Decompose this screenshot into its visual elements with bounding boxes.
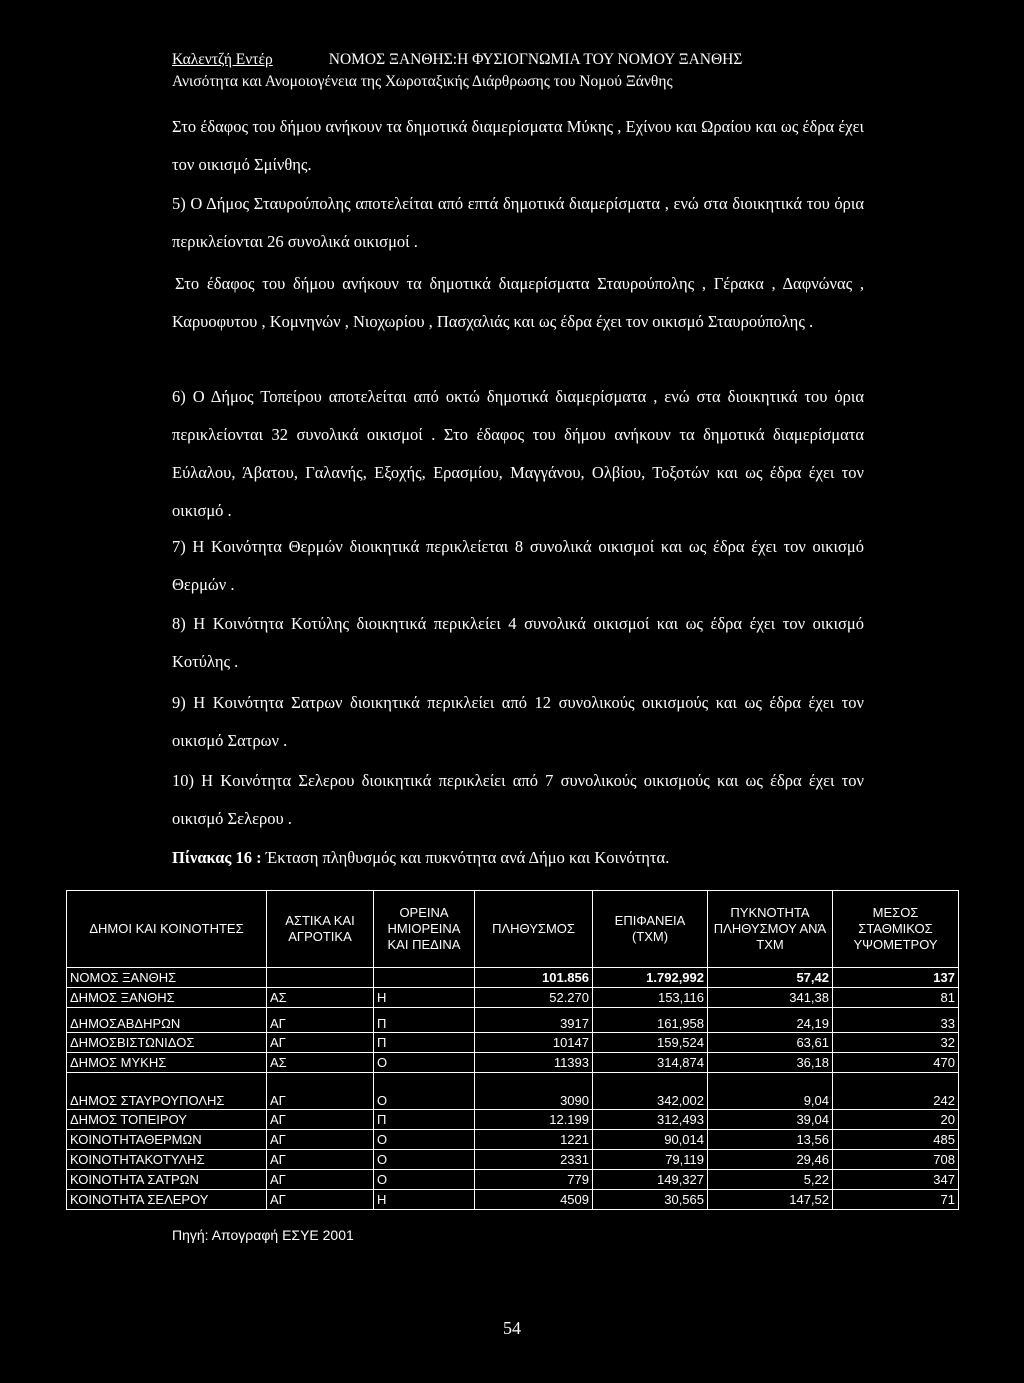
- table-cell: 36,18: [708, 1053, 833, 1073]
- table-cell: ΑΓ: [267, 1170, 374, 1190]
- table-cell: 11393: [475, 1053, 593, 1073]
- table-cell: 708: [833, 1150, 959, 1170]
- table-row: [67, 1053, 959, 1073]
- table-cell: 10147: [475, 1033, 593, 1053]
- table-cell: 341,38: [708, 988, 833, 1008]
- table-cell: Η: [374, 1190, 475, 1210]
- table-cell: 779: [475, 1170, 593, 1190]
- table-cell: 485: [833, 1130, 959, 1150]
- header-cell: ΠΥΚΝΟΤΗΤΑ ΠΛΗΘΥΣΜΟΥ ΑΝΆ ΤΧΜ: [708, 891, 833, 968]
- table-cell: 20: [833, 1110, 959, 1130]
- header-author: Καλεντζή Εντέρ: [172, 51, 273, 68]
- table-cell: Π: [374, 1033, 475, 1053]
- table-cell: 33: [833, 1008, 959, 1033]
- table-cell: ΔΗΜΟΣΒΙΣΤΩΝΙΔΟΣ: [67, 1033, 267, 1053]
- table-cell: Ο: [374, 1073, 475, 1110]
- table-cell: ΔΗΜΟΣ ΤΟΠΕΙΡΟΥ: [67, 1110, 267, 1130]
- table-cell: 159,524: [593, 1033, 708, 1053]
- table-cell: 137: [833, 968, 959, 988]
- table-cell: 12.199: [475, 1110, 593, 1130]
- table-cell: 242: [833, 1073, 959, 1110]
- table-cell: ΑΣ: [267, 988, 374, 1008]
- table-row: [67, 968, 959, 988]
- table-cell: 347: [833, 1170, 959, 1190]
- table-row: [67, 988, 959, 1008]
- table-cell: Ο: [374, 1053, 475, 1073]
- running-header: [172, 51, 742, 69]
- table-row: [67, 1110, 959, 1130]
- table-header-row: [67, 891, 959, 968]
- page-number: 54: [503, 1318, 521, 1338]
- header-cell: ΟΡΕΙΝΑ ΗΜΙΟΡΕΙΝΑ ΚΑΙ ΠΕΔΙΝΑ: [374, 891, 475, 968]
- table-caption: [172, 848, 669, 868]
- table-row: [67, 1033, 959, 1053]
- header-cell: ΜΕΣΟΣ ΣΤΑΘΜΙΚΟΣ ΥΨΟΜΕΤΡΟΥ: [833, 891, 959, 968]
- caption-label: Πίνακας 16 :: [172, 848, 262, 867]
- header-cell: ΑΣΤΙΚΑ ΚΑΙ ΑΓΡΟΤΙΚΑ: [267, 891, 374, 968]
- paragraph-satres: 9) Η Κοινότητα Σατρων διοικητικά περικλείει από 12 συνολικούς οικισμούς και ως έδρα έχει τον οικισμό Σατρων .: [172, 693, 864, 750]
- table-cell: ΑΣ: [267, 1053, 374, 1073]
- table-cell: 470: [833, 1053, 959, 1073]
- table-row: [67, 1150, 959, 1170]
- table-cell: 39,04: [708, 1110, 833, 1130]
- table-cell: ΝΟΜΟΣ ΞΑΝΘΗΣ: [67, 968, 267, 988]
- table-cell: 149,327: [593, 1170, 708, 1190]
- table-cell: 9,04: [708, 1073, 833, 1110]
- table-cell: 3917: [475, 1008, 593, 1033]
- table-cell: 4509: [475, 1190, 593, 1210]
- table-cell: 314,874: [593, 1053, 708, 1073]
- table-cell: ΑΓ: [267, 1190, 374, 1210]
- table-row: [67, 1170, 959, 1190]
- caption-text: Έκταση πληθυσμός και πυκνότητα ανά Δήμο και Κοινότητα.: [265, 848, 670, 867]
- table-cell: 3090: [475, 1073, 593, 1110]
- table-cell: 1.792,992: [593, 968, 708, 988]
- table-cell: 29,46: [708, 1150, 833, 1170]
- table-cell: ΚΟΙΝΟΤΗΤΑΘΕΡΜΩΝ: [67, 1130, 267, 1150]
- table-cell: 57,42: [708, 968, 833, 988]
- table-cell: 90,014: [593, 1130, 708, 1150]
- population-table: [66, 890, 959, 1210]
- table-cell: ΑΓ: [267, 1073, 374, 1110]
- table-cell: Ο: [374, 1130, 475, 1150]
- table-cell: ΑΓ: [267, 1130, 374, 1150]
- table-cell: ΑΓ: [267, 1150, 374, 1170]
- table-row: [67, 1073, 959, 1110]
- header-subtitle: Ανισότητα και Ανομοιογένεια της Χωροταξικής Διάρθρωσης του Νομού Ξάνθης: [172, 73, 673, 90]
- table-row: [67, 1190, 959, 1210]
- header-cell: ΔΗΜΟΙ ΚΑΙ ΚΟΙΝΟΤΗΤΕΣ: [67, 891, 267, 968]
- table-cell: 71: [833, 1190, 959, 1210]
- table-cell: 5,22: [708, 1170, 833, 1190]
- table-cell: Π: [374, 1008, 475, 1033]
- header-title: ΝΟΜΟΣ ΞΑΝΘΗΣ:Η ΦΥΣΙΟΓΝΩΜΙΑ ΤΟΥ ΝΟΜΟΥ ΞΑΝΘΗΣ: [328, 51, 743, 68]
- header-cell: ΕΠΙΦΑΝΕΙΑ (ΤΧΜ): [593, 891, 708, 968]
- table-cell: 161,958: [593, 1008, 708, 1033]
- table-cell: 30,565: [593, 1190, 708, 1210]
- table-cell: [374, 968, 475, 988]
- table-cell: 153,116: [593, 988, 708, 1008]
- table-cell: 63,61: [708, 1033, 833, 1053]
- paragraph-seleros: 10) Η Κοινότητα Σελερου διοικητικά περικλείει από 7 συνολικούς οικισμούς και ως έδρα έχει τον οικισμό Σελερου .: [172, 771, 864, 828]
- table-cell: ΔΗΜΟΣ ΜΥΚΗΣ: [67, 1053, 267, 1073]
- table-cell: 147,52: [708, 1190, 833, 1210]
- table-cell: 79,119: [593, 1150, 708, 1170]
- table-cell: 312,493: [593, 1110, 708, 1130]
- table-cell: ΑΓ: [267, 1110, 374, 1130]
- table-cell: 101.856: [475, 968, 593, 988]
- table-cell: ΚΟΙΝΟΤΗΤΑ ΣΕΛΕΡΟΥ: [67, 1190, 267, 1210]
- table-row: [67, 1008, 959, 1033]
- table-cell: ΔΗΜΟΣΑΒΔΗΡΩΝ: [67, 1008, 267, 1033]
- header-cell: ΠΛΗΘΥΣΜΟΣ: [475, 891, 593, 968]
- table-row: [67, 1130, 959, 1150]
- table-cell: ΚΟΙΝΟΤΗΤΑΚΟΤΥΛΗΣ: [67, 1150, 267, 1170]
- table-cell: 1221: [475, 1130, 593, 1150]
- paragraph-mykis: Στο έδαφος του δήμου ανήκουν τα δημοτικά διαμερίσματα Μύκης , Εχίνου και Ωραίου και ως έδρα έχει τον οικισμό Σμίνθης.: [172, 117, 864, 174]
- table-cell: ΔΗΜΟΣ ΞΑΝΘΗΣ: [67, 988, 267, 1008]
- table-cell: Ο: [374, 1170, 475, 1190]
- table-cell: 342,002: [593, 1073, 708, 1110]
- table-cell: 52.270: [475, 988, 593, 1008]
- table-source: Πηγή: Απογραφή ΕΣΥΕ 2001: [172, 1227, 354, 1243]
- table-cell: 13,56: [708, 1130, 833, 1150]
- paragraph-stavroupoli-districts: Στο έδαφος του δήμου ανήκουν τα δημοτικά διαμερίσματα Σταυρούπολης , Γέρακα , Δαφνώνας , Καρυοφυτου , Κομνηνών , Νιοχωρίου , Πασχαλιάς και ως έδρα έχει τον οικισμό Σταυρούπολης .: [172, 274, 864, 331]
- table-cell: [267, 968, 374, 988]
- table-cell: ΑΓ: [267, 1008, 374, 1033]
- table-cell: 2331: [475, 1150, 593, 1170]
- paragraph-thermes: 7) Η Κοινότητα Θερμών διοικητικά περικλείεται 8 συνολικά οικισμοί και ως έδρα έχει τον οικισμό Θερμών .: [172, 537, 864, 594]
- paragraph-kotyli: 8) Η Κοινότητα Κοτύλης διοικητικά περικλείει 4 συνολικά οικισμοί και ως έδρα έχει τον οικισμό Κοτύλης .: [172, 614, 864, 671]
- table-cell: ΔΗΜΟΣ ΣΤΑΥΡΟΥΠΟΛΗΣ: [67, 1073, 267, 1110]
- table-cell: Π: [374, 1110, 475, 1130]
- table-cell: 32: [833, 1033, 959, 1053]
- table-cell: 24,19: [708, 1008, 833, 1033]
- table-cell: 81: [833, 988, 959, 1008]
- table-cell: Η: [374, 988, 475, 1008]
- table-cell: ΚΟΙΝΟΤΗΤΑ ΣΑΤΡΩΝ: [67, 1170, 267, 1190]
- table-cell: Ο: [374, 1150, 475, 1170]
- table-cell: ΑΓ: [267, 1033, 374, 1053]
- paragraph-stavroupoli: 5) Ο Δήμος Σταυρούπολης αποτελείται από επτά δημοτικά διαμερίσματα , ενώ στα διοικητικά του όρια περικλείονται 26 συνολικά οικισμοί .: [172, 194, 864, 251]
- paragraph-topeiros: 6) Ο Δήμος Τοπείρου αποτελείται από οκτώ δημοτικά διαμερίσματα , ενώ στα διοικητικά του όρια περικλείονται 32 συνολικά οικισμοί . Στο έδαφος του δήμου ανήκουν τα δημοτικά διαμερίσματα Εύλαλου, Άβατου, Γαλανής, Εξοχής, Ερασμίου, Μαγγάνου, Ολβίου, Τοξοτών και ως έδρα έχει τον οικισμό .: [172, 387, 864, 520]
